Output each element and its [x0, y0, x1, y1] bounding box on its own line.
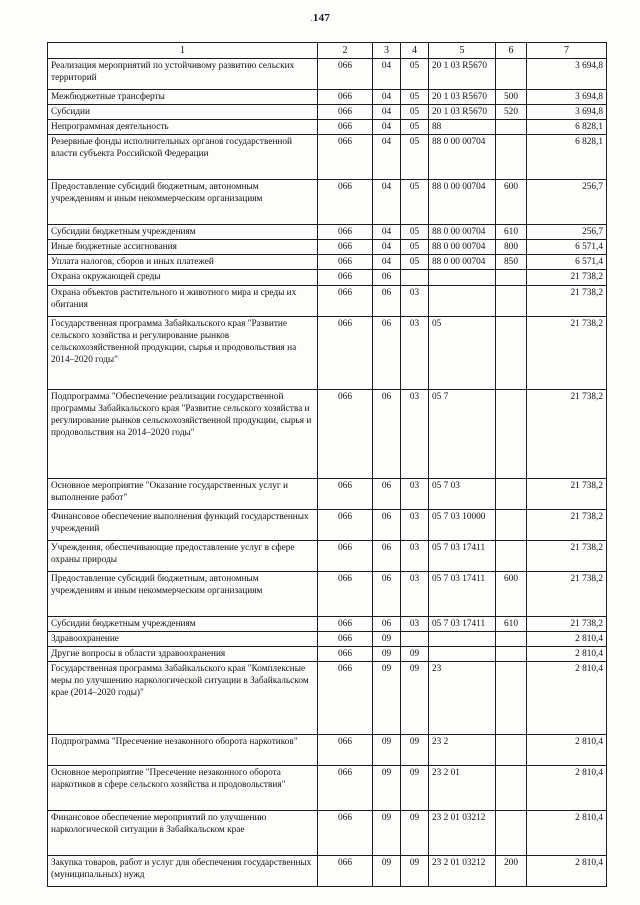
- cell-name: Финансовое обеспечение выполнения функций государственных учреждений: [48, 509, 318, 540]
- cell-section-code: 04: [373, 120, 401, 135]
- cell-target-article: 20 1 03 R5670: [429, 90, 496, 105]
- table-row: [48, 616, 607, 631]
- cell-chapter-code: 066: [318, 135, 373, 180]
- table-row: [48, 225, 607, 240]
- cell-subsection-code: 05: [401, 255, 429, 270]
- cell-expense-type: 800: [496, 240, 527, 255]
- cell-name: Уплата налогов, сборов и иных платежей: [48, 255, 318, 270]
- cell-chapter-code: 066: [318, 478, 373, 509]
- cell-target-article: 05 7 03 17411: [429, 616, 496, 631]
- cell-expense-type: [496, 270, 527, 285]
- cell-target-article: 88 0 00 00704: [429, 255, 496, 270]
- cell-target-article: 23 2 01 03212: [429, 855, 496, 886]
- cell-amount: 2 810,4: [527, 855, 607, 886]
- cell-name: Здравоохранение: [48, 631, 318, 646]
- cell-subsection-code: 09: [401, 734, 429, 765]
- cell-name: Иные бюджетные ассигнования: [48, 240, 318, 255]
- cell-chapter-code: 066: [318, 180, 373, 225]
- cell-target-article: [429, 646, 496, 661]
- cell-section-code: 06: [373, 389, 401, 478]
- cell-target-article: 05 7: [429, 389, 496, 478]
- cell-expense-type: 600: [496, 571, 527, 616]
- cell-section-code: 04: [373, 240, 401, 255]
- cell-name: Учреждения, обеспечивающие предоставление услуг в сфере охраны природы: [48, 540, 318, 571]
- cell-section-code: 04: [373, 225, 401, 240]
- table-row: [48, 765, 607, 810]
- cell-subsection-code: 05: [401, 59, 429, 90]
- cell-section-code: 06: [373, 316, 401, 389]
- cell-amount: 6 571,4: [527, 255, 607, 270]
- cell-chapter-code: 066: [318, 810, 373, 855]
- cell-amount: 21 738,2: [527, 270, 607, 285]
- cell-chapter-code: 066: [318, 225, 373, 240]
- cell-chapter-code: 066: [318, 240, 373, 255]
- cell-name: Охрана окружающей среды: [48, 270, 318, 285]
- cell-subsection-code: 03: [401, 285, 429, 316]
- cell-expense-type: 500: [496, 90, 527, 105]
- cell-amount: 6 828,1: [527, 120, 607, 135]
- cell-name: Непрограммная деятельность: [48, 120, 318, 135]
- page-number-value: 147: [312, 12, 331, 24]
- table-row: [48, 389, 607, 478]
- cell-section-code: 09: [373, 646, 401, 661]
- cell-name: Субсидии бюджетным учреждениям: [48, 225, 318, 240]
- cell-chapter-code: 066: [318, 105, 373, 120]
- cell-section-code: 09: [373, 765, 401, 810]
- column-header-1: 1: [48, 43, 318, 59]
- cell-chapter-code: 066: [318, 734, 373, 765]
- cell-expense-type: [496, 59, 527, 90]
- cell-name: Финансовое обеспечение мероприятий по улучшению наркологической ситуации в Забайкальском крае: [48, 810, 318, 855]
- cell-name: Межбюджетные трансферты: [48, 90, 318, 105]
- cell-expense-type: [496, 120, 527, 135]
- cell-subsection-code: 03: [401, 478, 429, 509]
- cell-section-code: 09: [373, 631, 401, 646]
- cell-target-article: 05 7 03 17411: [429, 571, 496, 616]
- cell-section-code: 04: [373, 90, 401, 105]
- cell-subsection-code: 05: [401, 105, 429, 120]
- cell-section-code: 06: [373, 270, 401, 285]
- cell-target-article: 23: [429, 661, 496, 734]
- table-row: [48, 661, 607, 734]
- cell-name: Реализация мероприятий по устойчивому развитию сельских территорий: [48, 59, 318, 90]
- cell-expense-type: [496, 509, 527, 540]
- cell-section-code: 04: [373, 255, 401, 270]
- cell-chapter-code: 066: [318, 616, 373, 631]
- cell-amount: 21 738,2: [527, 540, 607, 571]
- cell-target-article: 88 0 00 00704: [429, 180, 496, 225]
- cell-subsection-code: 03: [401, 509, 429, 540]
- table-row: [48, 135, 607, 180]
- table-row: [48, 285, 607, 316]
- cell-section-code: 09: [373, 810, 401, 855]
- cell-amount: 21 738,2: [527, 285, 607, 316]
- cell-amount: 3 694,8: [527, 59, 607, 90]
- cell-expense-type: [496, 478, 527, 509]
- cell-amount: 21 738,2: [527, 316, 607, 389]
- cell-expense-type: [496, 285, 527, 316]
- cell-subsection-code: 05: [401, 135, 429, 180]
- cell-expense-type: 610: [496, 616, 527, 631]
- page-number: [0, 12, 640, 24]
- cell-amount: 2 810,4: [527, 631, 607, 646]
- column-header-5: 5: [429, 43, 496, 59]
- table-row: [48, 316, 607, 389]
- cell-name: Подпрограмма "Обеспечение реализации государственной программы Забайкальского края "Развитие сельского хозяйства и регулирование рынков сельскохозяйственной продукции, сырья и продовольствия на 2014–2020 годы": [48, 389, 318, 478]
- cell-target-article: 23 2: [429, 734, 496, 765]
- cell-chapter-code: 066: [318, 255, 373, 270]
- cell-section-code: 09: [373, 661, 401, 734]
- cell-chapter-code: 066: [318, 540, 373, 571]
- table-row: [48, 255, 607, 270]
- cell-chapter-code: 066: [318, 316, 373, 389]
- cell-subsection-code: [401, 270, 429, 285]
- cell-target-article: 88: [429, 120, 496, 135]
- cell-amount: 21 738,2: [527, 478, 607, 509]
- cell-subsection-code: 03: [401, 540, 429, 571]
- table-row: [48, 180, 607, 225]
- cell-expense-type: 600: [496, 180, 527, 225]
- cell-amount: 21 738,2: [527, 509, 607, 540]
- table-row: [48, 478, 607, 509]
- cell-section-code: 04: [373, 105, 401, 120]
- column-header-2: 2: [318, 43, 373, 59]
- table-row: [48, 571, 607, 616]
- cell-target-article: [429, 285, 496, 316]
- cell-expense-type: [496, 661, 527, 734]
- cell-chapter-code: 066: [318, 90, 373, 105]
- cell-expense-type: 520: [496, 105, 527, 120]
- cell-amount: 21 738,2: [527, 571, 607, 616]
- cell-expense-type: 610: [496, 225, 527, 240]
- cell-amount: 3 694,8: [527, 90, 607, 105]
- cell-section-code: 06: [373, 571, 401, 616]
- cell-name: Охрана объектов растительного и животного мира и среды их обитания: [48, 285, 318, 316]
- cell-subsection-code: 09: [401, 661, 429, 734]
- cell-amount: 2 810,4: [527, 734, 607, 765]
- table-row: [48, 855, 607, 886]
- cell-target-article: 05 7 03: [429, 478, 496, 509]
- cell-target-article: [429, 270, 496, 285]
- table-body: [48, 59, 607, 887]
- cell-subsection-code: 05: [401, 180, 429, 225]
- cell-chapter-code: 066: [318, 765, 373, 810]
- cell-section-code: 04: [373, 180, 401, 225]
- budget-table-container: [47, 42, 606, 887]
- budget-table: [47, 42, 607, 887]
- cell-subsection-code: [401, 631, 429, 646]
- cell-subsection-code: 09: [401, 810, 429, 855]
- cell-target-article: 20 1 03 R5670: [429, 59, 496, 90]
- table-row: [48, 646, 607, 661]
- cell-subsection-code: 03: [401, 389, 429, 478]
- cell-chapter-code: 066: [318, 571, 373, 616]
- cell-name: Основное мероприятие "Пресечение незаконного оборота наркотиков в сфере сельского хозяйства и продовольствия": [48, 765, 318, 810]
- cell-amount: 3 694,8: [527, 105, 607, 120]
- cell-amount: 256,7: [527, 180, 607, 225]
- cell-amount: 6 828,1: [527, 135, 607, 180]
- cell-expense-type: [496, 734, 527, 765]
- cell-chapter-code: 066: [318, 646, 373, 661]
- cell-section-code: 06: [373, 509, 401, 540]
- table-row: [48, 240, 607, 255]
- table-row: [48, 631, 607, 646]
- table-row: [48, 59, 607, 90]
- cell-name: Закупка товаров, работ и услуг для обеспечения государственных (муниципальных) нужд: [48, 855, 318, 886]
- cell-chapter-code: 066: [318, 285, 373, 316]
- cell-chapter-code: 066: [318, 389, 373, 478]
- cell-name: Резервные фонды исполнительных органов государственной власти субъекта Российской Федерации: [48, 135, 318, 180]
- cell-expense-type: [496, 135, 527, 180]
- cell-amount: 256,7: [527, 225, 607, 240]
- column-header-6: 6: [496, 43, 527, 59]
- cell-amount: 2 810,4: [527, 661, 607, 734]
- cell-subsection-code: 05: [401, 240, 429, 255]
- cell-expense-type: [496, 540, 527, 571]
- table-row: [48, 270, 607, 285]
- cell-expense-type: [496, 765, 527, 810]
- table-header: [48, 43, 607, 59]
- table-row: [48, 90, 607, 105]
- table-row: [48, 509, 607, 540]
- column-header-7: 7: [527, 43, 607, 59]
- cell-amount: 21 738,2: [527, 616, 607, 631]
- table-row: [48, 540, 607, 571]
- table-header-row: [48, 43, 607, 59]
- cell-amount: 2 810,4: [527, 810, 607, 855]
- cell-subsection-code: 09: [401, 855, 429, 886]
- cell-target-article: 88 0 00 00704: [429, 240, 496, 255]
- cell-chapter-code: 066: [318, 855, 373, 886]
- cell-target-article: 23 2 01 03212: [429, 810, 496, 855]
- cell-expense-type: 200: [496, 855, 527, 886]
- cell-expense-type: [496, 646, 527, 661]
- cell-target-article: 88 0 00 00704: [429, 135, 496, 180]
- cell-target-article: [429, 631, 496, 646]
- cell-section-code: 09: [373, 734, 401, 765]
- cell-name: Предоставление субсидий бюджетным, автономным учреждениям и иным некоммерческим организациям: [48, 571, 318, 616]
- cell-subsection-code: 05: [401, 120, 429, 135]
- cell-section-code: 04: [373, 59, 401, 90]
- cell-amount: 6 571,4: [527, 240, 607, 255]
- cell-chapter-code: 066: [318, 120, 373, 135]
- cell-expense-type: 850: [496, 255, 527, 270]
- cell-subsection-code: 03: [401, 616, 429, 631]
- cell-name: Другие вопросы в области здравоохранения: [48, 646, 318, 661]
- cell-section-code: 04: [373, 135, 401, 180]
- cell-expense-type: [496, 631, 527, 646]
- cell-subsection-code: 03: [401, 316, 429, 389]
- cell-section-code: 06: [373, 540, 401, 571]
- cell-section-code: 06: [373, 616, 401, 631]
- cell-chapter-code: 066: [318, 661, 373, 734]
- cell-name: Субсидии: [48, 105, 318, 120]
- cell-name: Субсидии бюджетным учреждениям: [48, 616, 318, 631]
- cell-chapter-code: 066: [318, 59, 373, 90]
- cell-subsection-code: 03: [401, 571, 429, 616]
- cell-amount: 2 810,4: [527, 646, 607, 661]
- cell-target-article: 23 2 01: [429, 765, 496, 810]
- table-row: [48, 120, 607, 135]
- cell-target-article: 88 0 00 00704: [429, 225, 496, 240]
- table-row: [48, 734, 607, 765]
- page-number-leading-mark: .: [309, 12, 313, 24]
- table-row: [48, 105, 607, 120]
- cell-target-article: 05: [429, 316, 496, 389]
- cell-chapter-code: 066: [318, 270, 373, 285]
- cell-target-article: 05 7 03 10000: [429, 509, 496, 540]
- cell-name: Государственная программа Забайкальского края "Развитие сельского хозяйства и регулирование рынков сельскохозяйственной продукции, сырья и продовольствия на 2014–2020 годы": [48, 316, 318, 389]
- cell-chapter-code: 066: [318, 509, 373, 540]
- cell-chapter-code: 066: [318, 631, 373, 646]
- cell-target-article: 05 7 03 17411: [429, 540, 496, 571]
- cell-target-article: 20 1 03 R5670: [429, 105, 496, 120]
- column-header-3: 3: [373, 43, 401, 59]
- cell-section-code: 06: [373, 478, 401, 509]
- cell-name: Основное мероприятие "Оказание государственных услуг и выполнение работ": [48, 478, 318, 509]
- cell-subsection-code: 09: [401, 765, 429, 810]
- cell-expense-type: [496, 810, 527, 855]
- cell-name: Государственная программа Забайкальского края "Комплексные меры по улучшению наркологической ситуации в Забайкальском крае (2014–2020 годы)": [48, 661, 318, 734]
- cell-subsection-code: 05: [401, 90, 429, 105]
- cell-amount: 21 738,2: [527, 389, 607, 478]
- table-row: [48, 810, 607, 855]
- cell-expense-type: [496, 389, 527, 478]
- cell-name: Подпрограмма "Пресечение незаконного оборота наркотиков": [48, 734, 318, 765]
- cell-subsection-code: 05: [401, 225, 429, 240]
- column-header-4: 4: [401, 43, 429, 59]
- cell-section-code: 09: [373, 855, 401, 886]
- cell-section-code: 06: [373, 285, 401, 316]
- cell-name: Предоставление субсидий бюджетным, автономным учреждениям и иным некоммерческим организациям: [48, 180, 318, 225]
- cell-expense-type: [496, 316, 527, 389]
- cell-subsection-code: 09: [401, 646, 429, 661]
- cell-amount: 2 810,4: [527, 765, 607, 810]
